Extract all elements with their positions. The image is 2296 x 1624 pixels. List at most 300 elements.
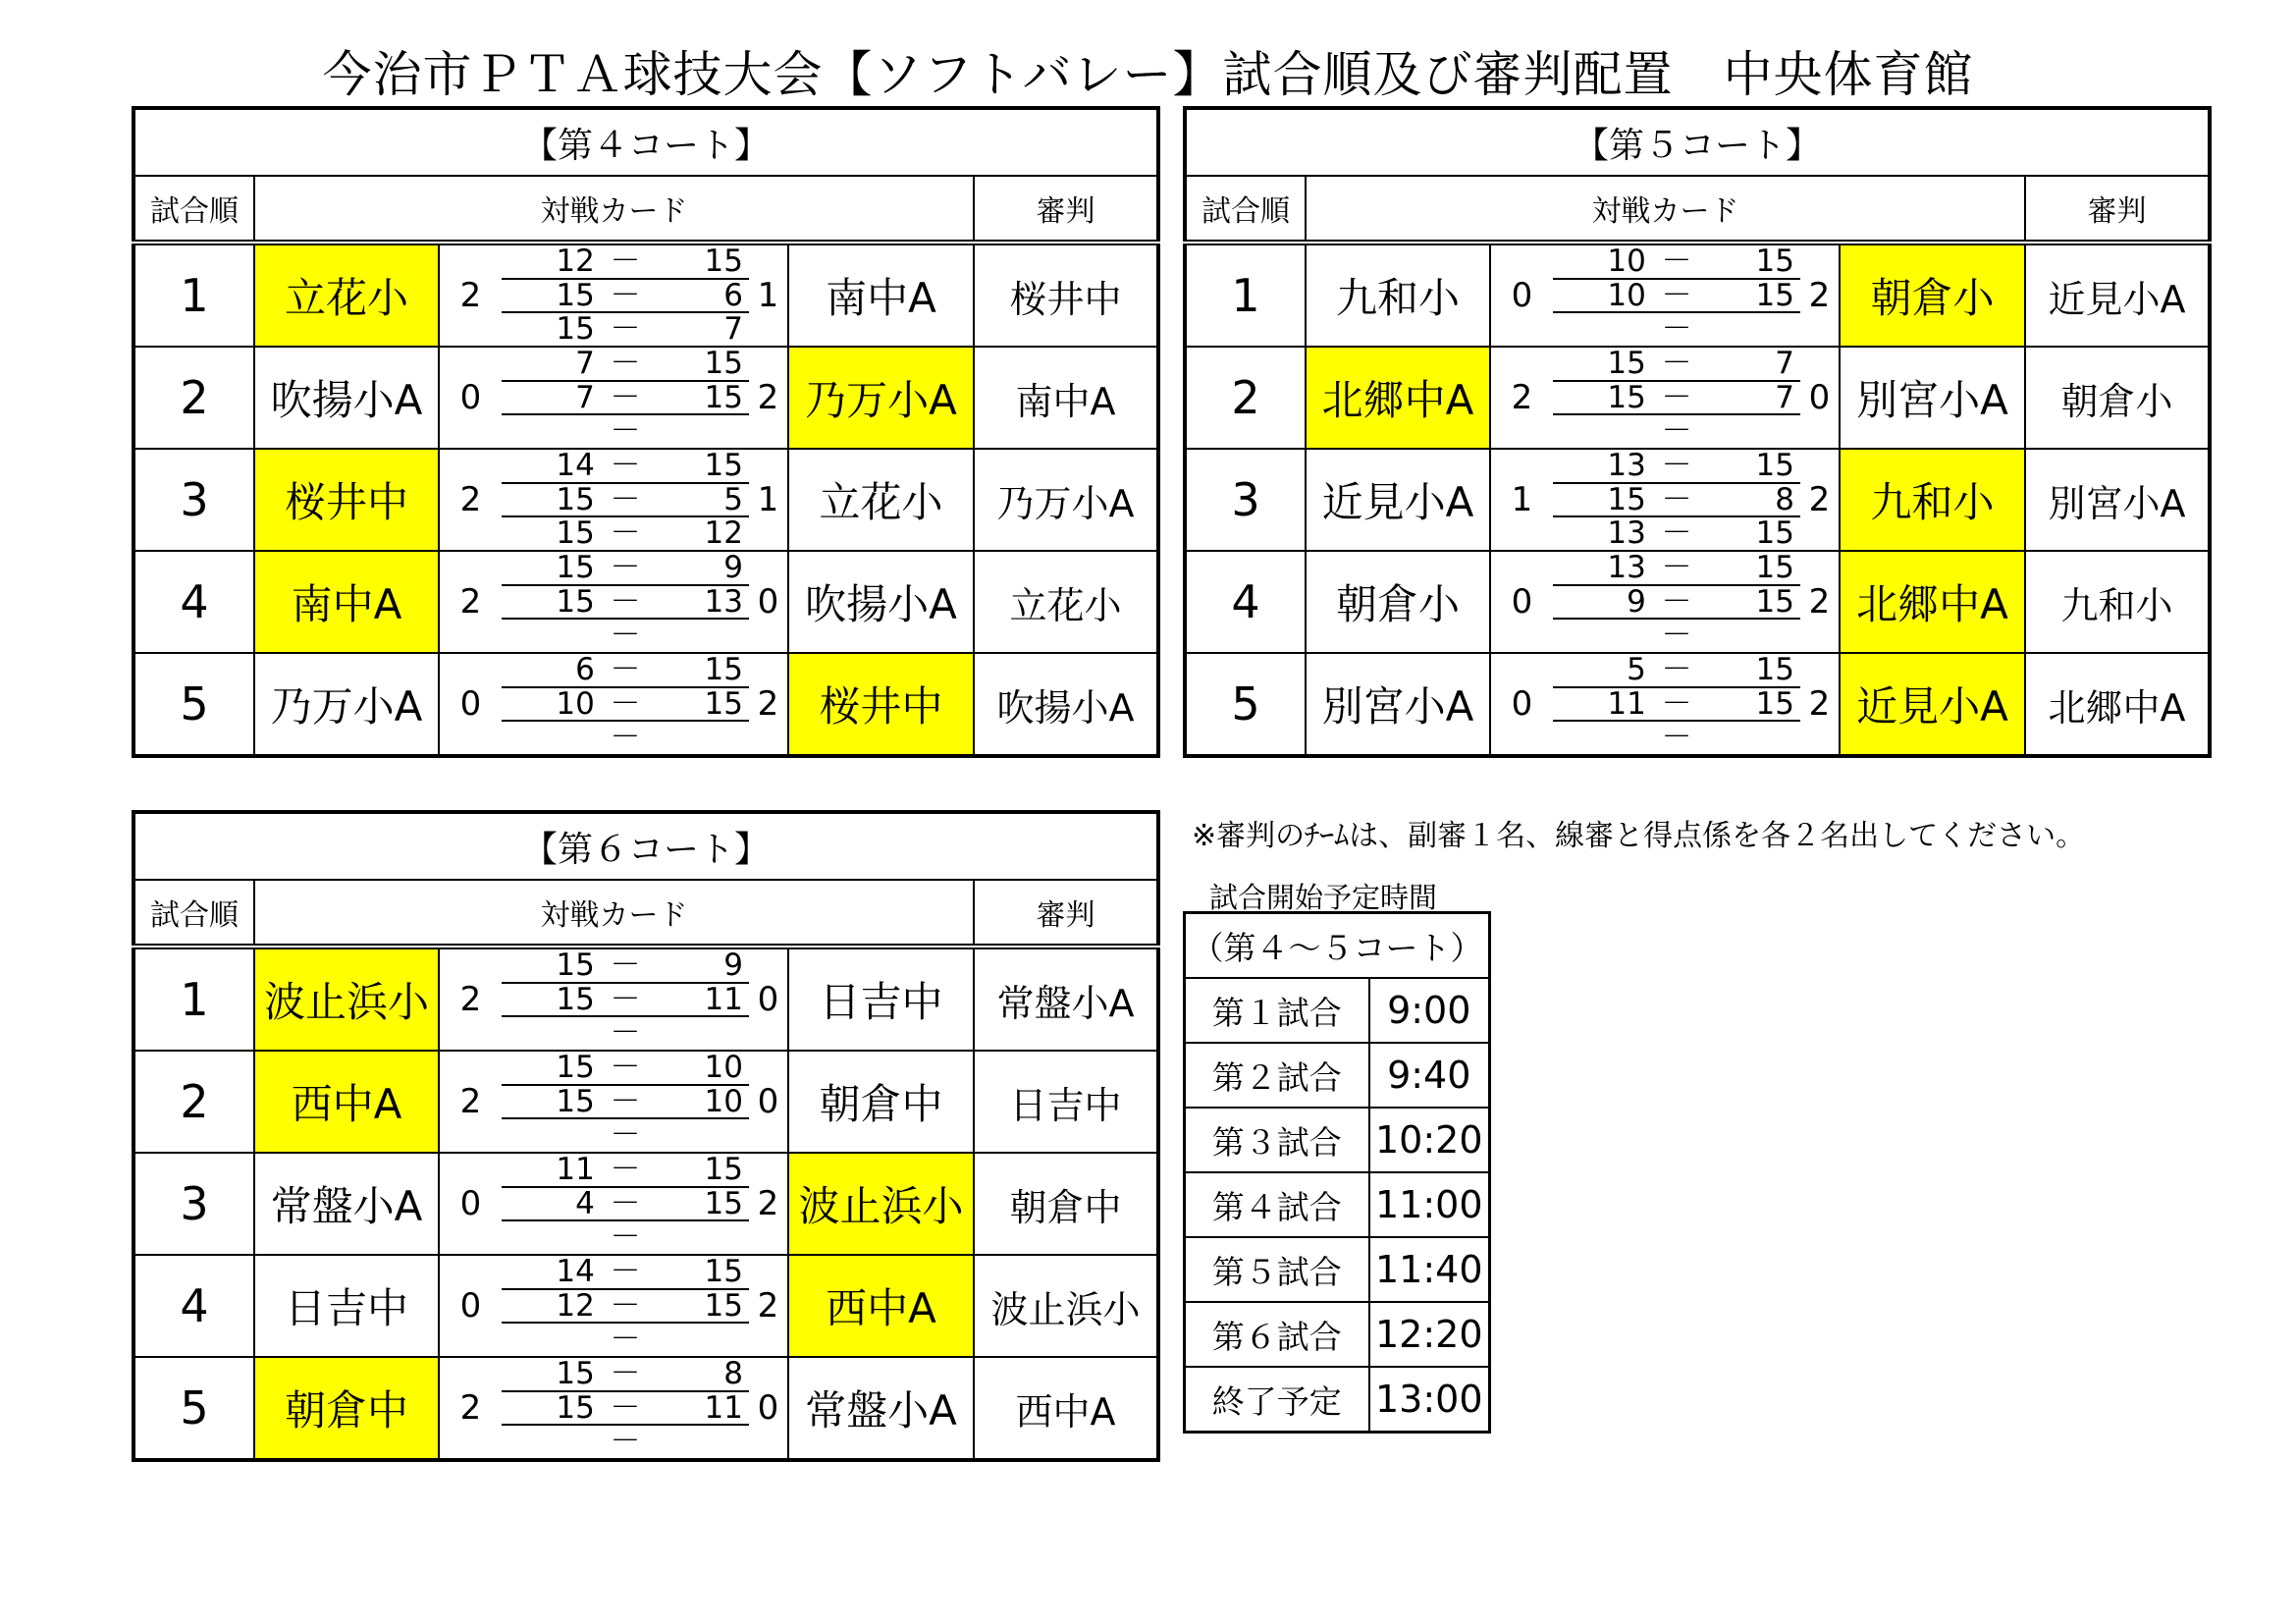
page-title: 今治市ＰＴＡ球技大会【ソフトバレー】試合順及び審判配置 中央体育館 (322, 46, 1974, 103)
game-score-b: 15 (1701, 654, 1800, 687)
game-score-row (502, 1118, 749, 1152)
sets-won-b: 2 (1800, 449, 1840, 551)
game-score-row (502, 1052, 749, 1085)
game-score-row (1553, 245, 1800, 279)
game-score-row (502, 279, 749, 312)
game-score-a: 6 (502, 654, 601, 687)
game-score-b (650, 721, 749, 754)
schedule-label: 第４試合 (1185, 1172, 1369, 1237)
game-score-a: 12 (502, 1289, 601, 1323)
match-number: 3 (133, 449, 254, 551)
score-dash: － (610, 516, 641, 550)
score-dash: － (1652, 483, 1701, 516)
sets-won-a: 0 (439, 1153, 502, 1255)
score-dash: － (610, 721, 641, 754)
game-score-a (502, 414, 601, 448)
schedule-row (1185, 1302, 1490, 1367)
sets-won-a: 2 (439, 243, 502, 347)
schedule-row (1185, 1043, 1490, 1108)
game-score-a (1553, 312, 1652, 346)
match-row (133, 653, 1158, 756)
score-dash: － (1661, 619, 1692, 652)
schedule-time: 9:40 (1369, 1043, 1490, 1108)
game-scores (502, 1051, 749, 1153)
game-score-a (502, 619, 601, 652)
score-dash: － (601, 245, 650, 279)
game-score-a: 7 (502, 381, 601, 414)
game-score-row (1553, 381, 1800, 414)
game-score-a: 15 (556, 516, 595, 550)
game-score-b: 15 (650, 1289, 749, 1323)
game-score-b: 15 (1701, 245, 1800, 279)
score-dash: － (610, 1220, 641, 1254)
game-score-b: 15 (650, 654, 749, 687)
game-score-b: 15 (1701, 552, 1800, 585)
game-score-row (502, 619, 749, 652)
game-score-a: 15 (1553, 348, 1652, 381)
match-number: 3 (133, 1153, 254, 1255)
sets-won-b: 2 (749, 1153, 788, 1255)
game-score-b: 15 (1755, 516, 1794, 550)
game-score-a: 11 (502, 1154, 601, 1187)
referee-team: 別宮小A (2025, 449, 2210, 551)
game-score-b: 15 (1701, 687, 1800, 721)
game-score-b (1701, 414, 1800, 448)
match-number: 2 (133, 347, 254, 449)
game-score-row (502, 1154, 749, 1187)
game-score-b: 15 (1701, 585, 1800, 619)
team-a: 朝倉小 (1306, 551, 1490, 653)
game-score-a: 15 (502, 552, 601, 585)
game-scores (502, 449, 749, 551)
score-dash: － (601, 1391, 650, 1425)
team-a: 立花小 (254, 243, 439, 347)
match-number: 4 (133, 1255, 254, 1357)
game-score-a: 11 (1553, 687, 1652, 721)
game-score-a (1553, 414, 1652, 448)
game-score-b: 15 (1701, 450, 1800, 483)
score-dash: － (610, 1118, 641, 1152)
game-score-a: 10 (502, 687, 601, 721)
referee-team: 朝倉小 (2025, 347, 2210, 449)
game-scores (1553, 347, 1800, 449)
referee-team: 九和小 (2025, 551, 2210, 653)
score-dash: － (601, 450, 650, 483)
schedule-table (1183, 911, 1491, 1434)
team-b: 波止浜小 (788, 1153, 974, 1255)
game-score-a: 15 (1553, 381, 1652, 414)
game-score-row (502, 245, 749, 279)
game-score-b: 5 (650, 483, 749, 516)
game-score-b: 15 (650, 450, 749, 483)
game-score-b: 13 (650, 585, 749, 619)
game-score-b (1701, 619, 1800, 652)
game-score-a: 15 (502, 1358, 601, 1391)
team-a: 別宮小A (1306, 653, 1490, 756)
match-number: 1 (133, 243, 254, 347)
score-dash: － (601, 1052, 650, 1085)
referee-team: 北郷中A (2025, 653, 2210, 756)
game-score-row (502, 1085, 749, 1118)
score-dash: － (601, 1154, 650, 1187)
score-dash: － (601, 1289, 650, 1323)
game-score-b: 9 (650, 552, 749, 585)
score-dash: － (601, 348, 650, 381)
game-score-a: 9 (1553, 585, 1652, 619)
game-score-row (502, 721, 749, 754)
score-dash: － (601, 585, 650, 619)
sets-won-a: 2 (439, 551, 502, 653)
game-score-a (502, 1323, 601, 1356)
score-dash: － (1661, 516, 1692, 550)
schedule-time: 13:00 (1369, 1367, 1490, 1433)
game-score-row (502, 1289, 749, 1323)
score-dash: － (1652, 687, 1701, 721)
game-score-b (650, 1118, 749, 1152)
game-score-a: 10 (1553, 245, 1652, 279)
game-score-row (502, 516, 749, 550)
game-score-row (502, 1323, 749, 1356)
team-b: 常盤小A (788, 1357, 974, 1460)
game-score-b: 11 (650, 1391, 749, 1425)
game-score-b (650, 1016, 749, 1050)
game-score-b: 11 (650, 983, 749, 1016)
referee-header: 審判 (974, 176, 1158, 243)
referee-team: 桜井中 (974, 243, 1158, 347)
score-dash: － (601, 1187, 650, 1220)
score-dash: － (601, 1256, 650, 1289)
game-score-b: 12 (704, 516, 743, 550)
schedule-label: 第５試合 (1185, 1237, 1369, 1302)
team-b: 九和小 (1840, 449, 2025, 551)
game-score-row (1553, 414, 1800, 448)
score-dash: － (1652, 585, 1701, 619)
sets-won-a: 0 (439, 1255, 502, 1357)
game-score-b: 15 (650, 245, 749, 279)
game-score-row (502, 483, 749, 516)
game-score-a: 4 (502, 1187, 601, 1220)
game-score-b (1701, 312, 1800, 346)
team-b: 吹揚小A (788, 551, 974, 653)
match-row (133, 947, 1158, 1051)
game-score-row (502, 949, 749, 983)
team-a: 近見小A (1306, 449, 1490, 551)
game-score-a (502, 1425, 601, 1458)
schedule-row (1185, 1172, 1490, 1237)
sets-won-b: 0 (749, 1357, 788, 1460)
sets-won-b: 1 (749, 449, 788, 551)
game-score-a: 13 (1553, 450, 1652, 483)
referee-team: 近見小A (2025, 243, 2210, 347)
score-dash: － (601, 654, 650, 687)
schedule-label: 第３試合 (1185, 1108, 1369, 1172)
game-score-a: 15 (502, 1085, 601, 1118)
game-score-row (502, 983, 749, 1016)
score-dash: － (601, 483, 650, 516)
game-score-b: 15 (1701, 279, 1800, 312)
game-score-a: 15 (502, 1391, 601, 1425)
schedule-subtitle: （第４～５コート） (1185, 913, 1490, 979)
match-number: 3 (1185, 449, 1306, 551)
game-scores (502, 1153, 749, 1255)
game-score-b: 15 (650, 687, 749, 721)
referee-note: ※審判のﾁｰﾑは、副審１名、線審と得点係を各２名出してください。 (1192, 819, 2086, 853)
referee-team: 朝倉中 (974, 1153, 1158, 1255)
sets-won-a: 0 (439, 347, 502, 449)
score-dash: － (601, 1085, 650, 1118)
team-a: 九和小 (1306, 243, 1490, 347)
team-b: 桜井中 (788, 653, 974, 756)
score-dash: － (610, 414, 641, 448)
game-score-a: 14 (502, 1256, 601, 1289)
referee-header: 審判 (974, 880, 1158, 947)
sets-won-a: 2 (439, 1357, 502, 1460)
game-scores (502, 347, 749, 449)
team-a: 波止浜小 (254, 947, 439, 1051)
game-score-row (502, 414, 749, 448)
game-score-b (650, 1323, 749, 1356)
game-score-row (502, 1016, 749, 1050)
game-score-row (1553, 552, 1800, 585)
game-score-a (1553, 619, 1652, 652)
game-scores (502, 1357, 749, 1460)
game-score-a (1553, 721, 1652, 754)
game-score-row (502, 585, 749, 619)
match-number: 4 (133, 551, 254, 653)
match-row (133, 449, 1158, 551)
team-b: 日吉中 (788, 947, 974, 1051)
score-dash: － (1652, 348, 1701, 381)
team-b: 北郷中A (1840, 551, 2025, 653)
sets-won-a: 2 (1490, 347, 1553, 449)
score-dash: － (610, 1016, 641, 1050)
sets-won-b: 1 (749, 243, 788, 347)
sets-won-a: 0 (1490, 653, 1553, 756)
schedule-row (1185, 1108, 1490, 1172)
court-title: 【第５コート】 (1185, 108, 2210, 176)
sets-won-b: 2 (1800, 653, 1840, 756)
schedule-label: 第２試合 (1185, 1043, 1369, 1108)
game-score-b: 7 (723, 312, 743, 346)
score-dash: － (1652, 654, 1701, 687)
game-score-row (502, 654, 749, 687)
match-row (133, 243, 1158, 347)
sets-won-b: 0 (1800, 347, 1840, 449)
card-header: 対戦カード (254, 176, 974, 243)
score-dash: － (1652, 381, 1701, 414)
referee-team: 波止浜小 (974, 1255, 1158, 1357)
game-score-row (1553, 312, 1800, 346)
sets-won-b: 2 (749, 347, 788, 449)
court-title: 【第４コート】 (133, 108, 1158, 176)
game-score-b: 10 (650, 1085, 749, 1118)
schedule-row (1185, 978, 1490, 1043)
referee-team: 立花小 (974, 551, 1158, 653)
game-score-a: 15 (502, 983, 601, 1016)
score-dash: － (601, 983, 650, 1016)
score-dash: － (601, 381, 650, 414)
game-score-row (1553, 619, 1800, 652)
court-4-table (132, 106, 1160, 758)
game-scores (1553, 653, 1800, 756)
game-score-row (502, 381, 749, 414)
match-row (1185, 653, 2210, 756)
game-score-row (502, 687, 749, 721)
game-score-row (502, 1425, 749, 1458)
team-b: 乃万小A (788, 347, 974, 449)
game-score-b: 15 (650, 348, 749, 381)
match-row (1185, 347, 2210, 449)
sets-won-b: 2 (1800, 243, 1840, 347)
game-score-row (502, 1187, 749, 1220)
score-dash: － (1652, 552, 1701, 585)
score-dash: － (1661, 414, 1692, 448)
score-dash: － (1661, 312, 1692, 346)
game-score-row (502, 1220, 749, 1254)
game-score-a: 13 (1553, 552, 1652, 585)
match-row (133, 1255, 1158, 1357)
game-score-b: 7 (1701, 381, 1800, 414)
score-dash: － (601, 1358, 650, 1391)
game-score-row (502, 450, 749, 483)
team-a: 桜井中 (254, 449, 439, 551)
match-number: 2 (1185, 347, 1306, 449)
game-scores (502, 243, 749, 347)
sets-won-a: 2 (439, 1051, 502, 1153)
game-score-b (650, 619, 749, 652)
team-b: 朝倉中 (788, 1051, 974, 1153)
game-score-row (1553, 687, 1800, 721)
game-score-b: 15 (650, 1187, 749, 1220)
game-score-row (502, 1391, 749, 1425)
game-score-b: 8 (1701, 483, 1800, 516)
game-scores (502, 1255, 749, 1357)
team-b: 別宮小A (1840, 347, 2025, 449)
referee-team: 日吉中 (974, 1051, 1158, 1153)
game-score-a: 15 (502, 279, 601, 312)
game-score-b (650, 1425, 749, 1458)
sets-won-b: 0 (749, 1051, 788, 1153)
schedule-time: 11:00 (1369, 1172, 1490, 1237)
sets-won-a: 0 (439, 653, 502, 756)
score-dash: － (610, 619, 641, 652)
team-b: 立花小 (788, 449, 974, 551)
referee-team: 乃万小A (974, 449, 1158, 551)
game-score-b (1701, 721, 1800, 754)
schedule-time: 11:40 (1369, 1237, 1490, 1302)
team-b: 西中A (788, 1255, 974, 1357)
game-score-a: 15 (502, 949, 601, 983)
game-score-a: 7 (502, 348, 601, 381)
score-dash: － (1652, 279, 1701, 312)
score-dash: － (601, 949, 650, 983)
court-6-table (132, 810, 1160, 1462)
score-dash: － (610, 1425, 641, 1458)
match-row (133, 347, 1158, 449)
game-score-row (1553, 348, 1800, 381)
sets-won-b: 0 (749, 551, 788, 653)
game-score-a: 12 (502, 245, 601, 279)
score-dash: － (610, 312, 641, 346)
score-dash: － (601, 279, 650, 312)
schedule-label: 第６試合 (1185, 1302, 1369, 1367)
game-score-a: 15 (1553, 483, 1652, 516)
schedule-time: 9:00 (1369, 978, 1490, 1043)
game-score-b: 15 (650, 381, 749, 414)
game-score-a: 14 (502, 450, 601, 483)
game-scores (502, 551, 749, 653)
sets-won-a: 1 (1490, 449, 1553, 551)
match-row (1185, 551, 2210, 653)
game-score-row (1553, 654, 1800, 687)
score-dash: － (1661, 721, 1692, 754)
match-row (133, 1051, 1158, 1153)
match-number: 4 (1185, 551, 1306, 653)
score-dash: － (601, 552, 650, 585)
game-score-row (1553, 516, 1800, 550)
sets-won-a: 2 (439, 449, 502, 551)
game-score-b: 10 (650, 1052, 749, 1085)
team-a: 日吉中 (254, 1255, 439, 1357)
game-score-b: 15 (650, 1256, 749, 1289)
game-score-a: 15 (556, 312, 595, 346)
referee-team: 西中A (974, 1357, 1158, 1460)
match-number: 1 (1185, 243, 1306, 347)
game-score-row (502, 1256, 749, 1289)
sets-won-a: 0 (1490, 551, 1553, 653)
match-row (133, 1357, 1158, 1460)
schedule-row (1185, 1367, 1490, 1433)
schedule-time: 10:20 (1369, 1108, 1490, 1172)
match-number: 5 (1185, 653, 1306, 756)
sets-won-a: 2 (439, 947, 502, 1051)
score-dash: － (1652, 245, 1701, 279)
referee-team: 常盤小A (974, 947, 1158, 1051)
court-5-table (1183, 106, 2212, 758)
match-number: 5 (133, 653, 254, 756)
match-row (133, 1153, 1158, 1255)
schedule-caption: 試合開始予定時間 (1209, 881, 1438, 914)
game-score-row (1553, 450, 1800, 483)
card-header: 対戦カード (1306, 176, 2025, 243)
game-score-a (502, 1016, 601, 1050)
game-scores (1553, 243, 1800, 347)
game-scores (1553, 551, 1800, 653)
order-header: 試合順 (133, 880, 254, 947)
game-scores (502, 947, 749, 1051)
game-score-b (650, 414, 749, 448)
referee-team: 吹揚小A (974, 653, 1158, 756)
game-score-b: 15 (650, 1154, 749, 1187)
score-dash: － (610, 1323, 641, 1356)
game-score-b: 7 (1701, 348, 1800, 381)
sets-won-b: 2 (1800, 551, 1840, 653)
score-dash: － (1652, 450, 1701, 483)
game-score-a: 10 (1553, 279, 1652, 312)
game-score-row (1553, 483, 1800, 516)
referee-header: 審判 (2025, 176, 2210, 243)
match-number: 2 (133, 1051, 254, 1153)
sets-won-b: 2 (749, 653, 788, 756)
game-score-a (502, 1118, 601, 1152)
team-a: 吹揚小A (254, 347, 439, 449)
game-score-b: 6 (650, 279, 749, 312)
team-a: 乃万小A (254, 653, 439, 756)
court-title: 【第６コート】 (133, 812, 1158, 880)
game-score-row (502, 348, 749, 381)
game-score-b: 9 (650, 949, 749, 983)
team-b: 朝倉小 (1840, 243, 2025, 347)
